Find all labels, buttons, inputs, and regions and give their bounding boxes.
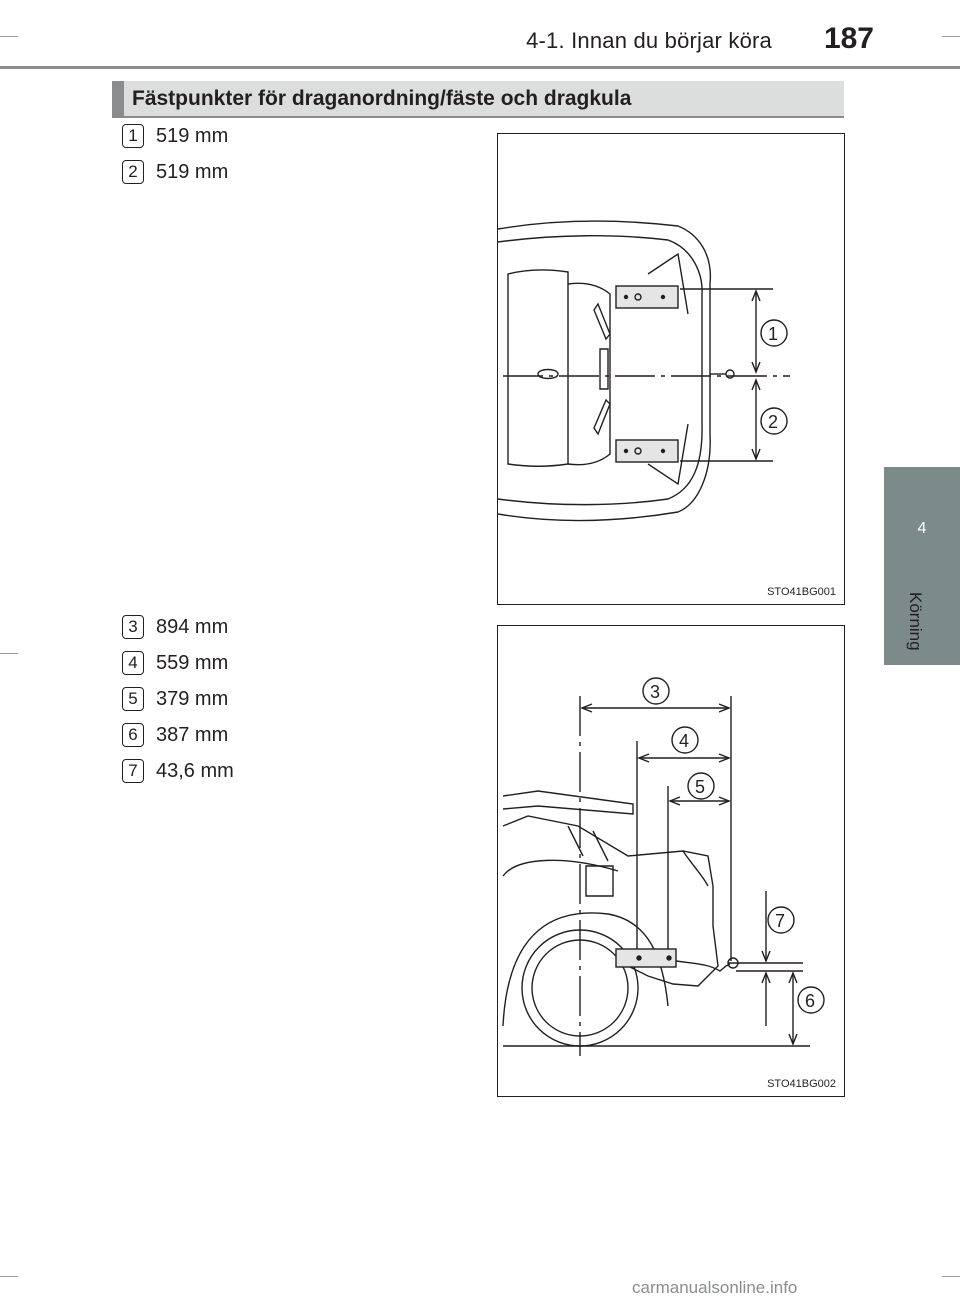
callout-4: 4 <box>679 731 690 751</box>
item-number-badge: 2 <box>122 160 144 184</box>
callout-6: 6 <box>805 991 816 1011</box>
list-item <box>122 157 228 187</box>
list-item <box>122 121 228 151</box>
item-value: 894 mm <box>156 615 229 638</box>
item-number-badge: 1 <box>122 124 144 148</box>
item-number-badge: 3 <box>122 615 144 639</box>
figure-top-view <box>497 133 845 605</box>
item-value: 43,6 mm <box>156 759 234 782</box>
item-value: 379 mm <box>156 687 229 710</box>
watermark: carmanualsonline.info <box>632 1278 798 1297</box>
list-item <box>122 612 228 642</box>
side-view-illustration <box>498 626 843 1095</box>
item-value: 519 mm <box>156 160 229 183</box>
callout-5: 5 <box>695 777 706 797</box>
callout-7: 7 <box>775 911 786 931</box>
heading-marker <box>112 81 124 116</box>
page-number: 187 <box>823 22 874 55</box>
crop-mark <box>0 653 18 654</box>
item-value: 519 mm <box>156 124 229 147</box>
section-title: 4-1. Innan du börjar köra <box>526 28 772 53</box>
list-item <box>122 756 234 786</box>
callout-3: 3 <box>650 682 661 702</box>
list-item <box>122 648 228 678</box>
crop-mark <box>942 1276 960 1277</box>
item-number-badge: 7 <box>122 759 144 783</box>
figure-code: STO41BG002 <box>767 1078 836 1090</box>
top-view-illustration <box>498 134 843 603</box>
list-item <box>122 684 228 714</box>
callout-2: 2 <box>768 412 779 432</box>
callout-1: 1 <box>768 324 779 344</box>
item-value: 387 mm <box>156 723 229 746</box>
crop-mark <box>942 36 960 37</box>
section-heading-text: Fästpunkter för draganordning/fäste och dragkula <box>132 87 632 110</box>
crop-mark <box>0 1276 18 1277</box>
item-number-badge: 4 <box>122 651 144 675</box>
section-heading <box>112 81 844 118</box>
figure-code: STO41BG001 <box>767 586 836 598</box>
chapter-label: Körning <box>906 592 925 651</box>
header-rule <box>0 66 960 69</box>
list-item <box>122 720 228 750</box>
crop-mark <box>0 36 18 37</box>
item-value: 559 mm <box>156 651 229 674</box>
item-number-badge: 5 <box>122 687 144 711</box>
figure-side-view <box>497 625 845 1097</box>
item-number-badge: 6 <box>122 723 144 747</box>
chapter-number: 4 <box>917 520 927 537</box>
